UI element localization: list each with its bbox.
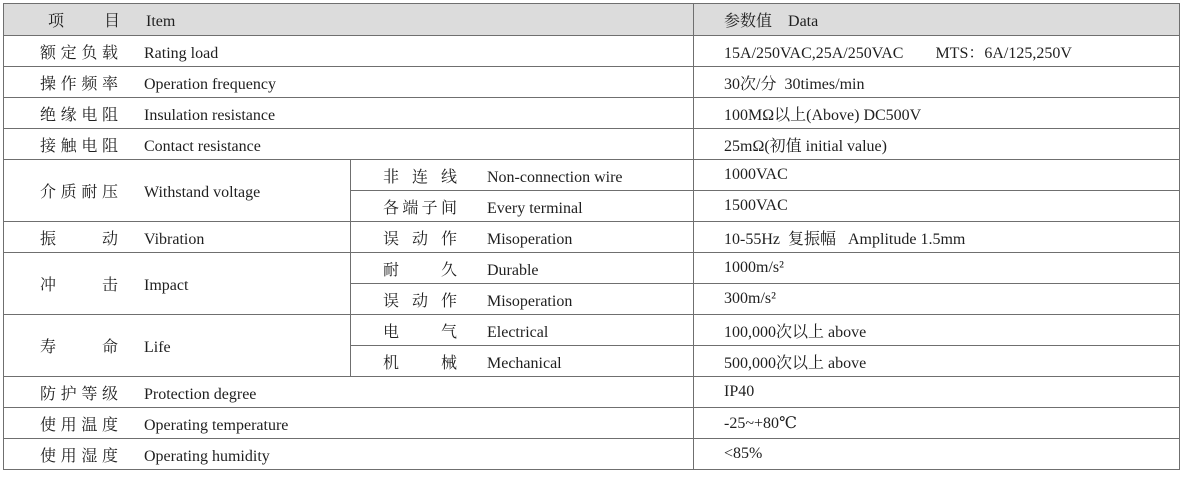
- item-en-label: Insulation resistance: [144, 106, 276, 124]
- sub-item-cell: [351, 222, 694, 253]
- item-en-label: Protection degree: [144, 385, 257, 403]
- item-cell: [4, 439, 694, 470]
- value-cell: 300m/s²: [694, 284, 1180, 315]
- header-item-cell: [4, 4, 694, 36]
- item-en-label: Impact: [144, 277, 189, 294]
- value-cell: 25mΩ(初值 initial value): [694, 129, 1180, 160]
- header-item-zh: 项 目: [48, 13, 120, 30]
- sub-item-en-label: Non-connection wire: [487, 168, 623, 186]
- item-zh-label: 使用湿度: [40, 447, 118, 465]
- table-row: [4, 98, 1180, 129]
- value-cell: 30次/分 30times/min: [694, 67, 1180, 98]
- table-row: [4, 408, 1180, 439]
- table-row: [4, 36, 1180, 67]
- table-row: [4, 160, 1180, 191]
- value-cell: 1000VAC: [694, 160, 1180, 191]
- table-row: [4, 315, 1180, 346]
- value-cell: 500,000次以上 above: [694, 346, 1180, 377]
- item-zh-label: 寿 命: [40, 339, 118, 356]
- sub-item-cell: [351, 315, 694, 346]
- spec-table: [3, 3, 1180, 470]
- item-en-label: Operating humidity: [144, 447, 270, 465]
- item-zh-label: 使用温度: [40, 416, 118, 434]
- value-cell: 100,000次以上 above: [694, 315, 1180, 346]
- value-cell: 1000m/s²: [694, 253, 1180, 284]
- sub-item-en-label: Mechanical: [487, 354, 562, 372]
- sub-item-zh-label: 耐 久: [383, 261, 457, 279]
- sub-item-cell: [351, 160, 694, 191]
- sub-item-zh-label: 电 气: [383, 323, 457, 341]
- item-zh-label: 接触电阻: [40, 137, 118, 155]
- item-cell: [4, 377, 694, 408]
- item-zh-label: 操作频率: [40, 75, 118, 93]
- item-en-label: Operating temperature: [144, 416, 289, 434]
- table-row: [4, 377, 1180, 408]
- spec-table-body: [4, 4, 1180, 470]
- table-row: [4, 439, 1180, 470]
- header-item-en: Item: [146, 13, 176, 30]
- item-cell: [4, 160, 351, 222]
- sub-item-cell: [351, 253, 694, 284]
- sub-item-zh-label: 误动作: [383, 292, 457, 310]
- item-zh-label: 冲 击: [40, 277, 118, 294]
- sub-item-en-label: Misoperation: [487, 292, 573, 310]
- item-cell: [4, 98, 694, 129]
- item-cell: [4, 222, 351, 253]
- table-row: [4, 129, 1180, 160]
- value-cell: -25~+80℃: [694, 408, 1180, 439]
- item-zh-label: 介质耐压: [40, 184, 118, 201]
- item-zh-label: 防护等级: [40, 385, 118, 403]
- item-zh-label: 额定负载: [40, 44, 118, 62]
- value-cell: <85%: [694, 439, 1180, 470]
- sub-item-en-label: Misoperation: [487, 230, 573, 248]
- item-en-label: Operation frequency: [144, 75, 276, 93]
- item-cell: [4, 67, 694, 98]
- sub-item-en-label: Electrical: [487, 323, 549, 341]
- item-en-label: Life: [144, 339, 171, 356]
- sub-item-zh-label: 各端子间: [383, 199, 457, 217]
- value-cell: 10-55Hz 复振幅 Amplitude 1.5mm: [694, 222, 1180, 253]
- item-en-label: Rating load: [144, 44, 219, 62]
- item-cell: [4, 408, 694, 439]
- item-cell: [4, 315, 351, 377]
- item-cell: [4, 129, 694, 160]
- value-cell: IP40: [694, 377, 1180, 408]
- sub-item-cell: [351, 284, 694, 315]
- value-cell: 100MΩ以上(Above) DC500V: [694, 98, 1180, 129]
- header-row: [4, 4, 1180, 36]
- item-cell: [4, 253, 351, 315]
- value-cell: 15A/250VAC,25A/250VAC MTS：6A/125,250V: [694, 36, 1180, 67]
- sub-item-cell: [351, 191, 694, 222]
- value-cell: 1500VAC: [694, 191, 1180, 222]
- sub-item-zh-label: 机 械: [383, 354, 457, 372]
- sub-item-en-label: Durable: [487, 261, 539, 279]
- item-en-label: Vibration: [144, 230, 205, 248]
- item-en-label: Withstand voltage: [144, 184, 261, 201]
- table-row: [4, 222, 1180, 253]
- item-cell: [4, 36, 694, 67]
- sub-item-cell: [351, 346, 694, 377]
- item-en-label: Contact resistance: [144, 137, 261, 155]
- item-zh-label: 振 动: [40, 230, 118, 248]
- item-zh-label: 绝缘电阻: [40, 106, 118, 124]
- table-row: [4, 67, 1180, 98]
- sub-item-en-label: Every terminal: [487, 199, 583, 217]
- table-row: [4, 253, 1180, 284]
- sub-item-zh-label: 非连线: [383, 168, 457, 186]
- header-data-cell: 参数值 Data: [694, 4, 1180, 36]
- sub-item-zh-label: 误动作: [383, 230, 457, 248]
